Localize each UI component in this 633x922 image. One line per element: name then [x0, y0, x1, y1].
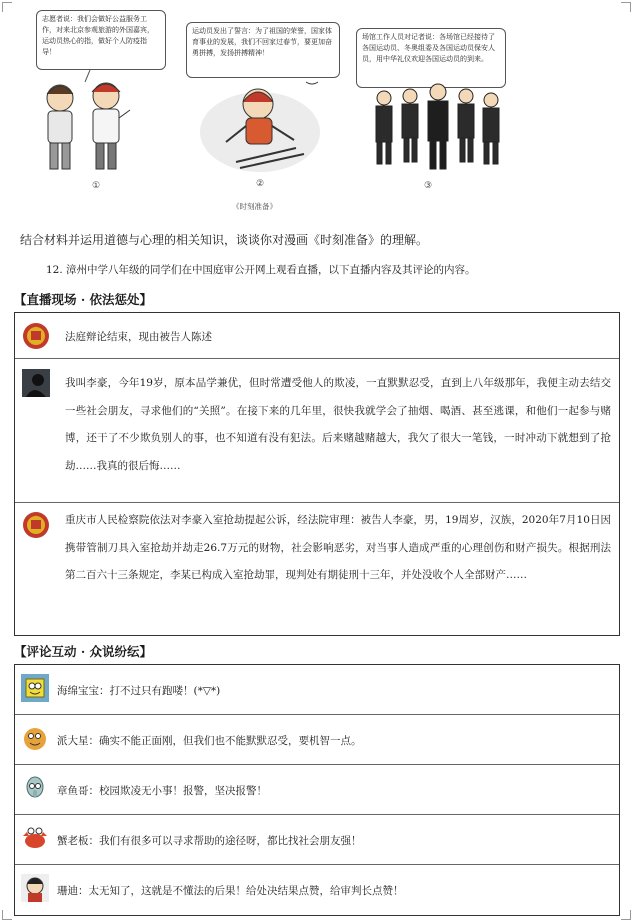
comment-text: 珊迪：太无知了，这就是不懂法的后果！给处决结果点赞，给审判长点赞！: [57, 885, 404, 897]
live-court-box: [14, 312, 620, 636]
mr-krabs-avatar-icon: [21, 824, 49, 852]
comment-text: 章鱼哥：校园欺凌无小事！报警，坚决报警！: [57, 785, 267, 797]
question-intro: 结合材料并运用道德与心理的相关知识，谈谈你对漫画《时刻准备》的理解。: [20, 233, 429, 247]
skier-illustration: [196, 72, 326, 180]
row-divider: [15, 358, 619, 359]
court-emblem-icon: [22, 322, 50, 350]
cartoon-number-1: ①: [92, 181, 101, 191]
defendant-statement: 我叫李豪，今年19岁，原本品学兼优，但时常遭受他人的欺凌，一直默默忍受，直到上八年级那年，我便主动去结交一些社会朋友，寻求他们的“关照”。在接下来的几年里，很快我就学会了抽烟、喝酒、甚至逃课，和他们一起参与赌博，还干了不少欺负别人的事，也不知道有没有犯法。后来赌越赌越大，我欠了很大一笔钱，一时冲动下就想到了抢劫……我真的很后悔……: [65, 377, 611, 472]
prosecution-verdict: 重庆市人民检察院依法对李豪入室抢劫提起公诉，经法院审理：被告人李豪，男，19周岁，汉族，2020年7月10日因携带管制刀具入室抢劫并劫走26.7万元的财物，社会影响恶劣，对当事人造成严重的心理创伤和财产损失。根据刑法第二百六十三条规定，李某已构成入室抢劫罪，现判处有期徒刑十三年，并处没收个人全部财产……: [65, 514, 611, 581]
speech-bubble-athlete: 运动员发出了誓言：为了祖国的荣誉，国家体育事业的发展，我们不回家过春节，要更加奋勇拼搏，发扬拼搏精神！: [186, 22, 340, 78]
defendant-avatar-icon: [22, 369, 50, 397]
row-divider: [15, 502, 619, 503]
corner-mark: [2, 910, 12, 920]
question-12: 12. 漳州中学八年级的同学们在中国庭审公开网上观看直播，以下直播内容及其评论的内容。: [46, 264, 476, 276]
corner-mark: [621, 2, 631, 12]
squidward-avatar-icon: [21, 774, 49, 802]
speech-bubble-volunteer: 志愿者说：我们会做好公益服务工作，对来北京参观旅游的外国嘉宾，运动员热心的指，做好个人防疫指导！: [36, 10, 166, 70]
section-title-live: 【直播现场 · 依法惩处】: [14, 292, 153, 307]
row-divider: [15, 814, 619, 815]
section-title-comments: 【评论互动 · 众说纷纭】: [14, 644, 153, 659]
comment-text: 派大星：确实不能正面刚，但我们也不能默默忍受，要机智一点。: [57, 735, 362, 747]
cartoon-number-2: ②: [256, 179, 265, 189]
comment-text: 海绵宝宝：打不过只有跑喽！(*▽*): [57, 685, 221, 697]
comments-box: [14, 664, 620, 916]
speech-bubble-staff: 场馆工作人员对记者说：各场馆已经接待了各国运动员、冬奥组委及各国运动员保安人员，用中华礼仪欢迎各国运动员的到来。: [356, 28, 506, 88]
staff-group-illustration: [370, 82, 505, 178]
spongebob-avatar-icon: [21, 674, 49, 702]
cartoon-caption: 《时刻准备》: [232, 202, 277, 211]
comment-text: 蟹老板：我们有很多可以寻求帮助的途径呀，都比找社会朋友强！: [57, 835, 362, 847]
row-divider: [15, 764, 619, 765]
court-announcement: 法庭辩论结束，现由被告人陈述: [65, 331, 212, 343]
corner-mark: [2, 2, 12, 12]
sandy-avatar-icon: [21, 874, 49, 902]
volunteers-illustration: [30, 70, 140, 178]
court-emblem-icon: [22, 511, 50, 539]
patrick-avatar-icon: [21, 724, 49, 752]
row-divider: [15, 864, 619, 865]
cartoon-number-3: ③: [424, 181, 433, 191]
corner-mark: [621, 910, 631, 920]
row-divider: [15, 714, 619, 715]
